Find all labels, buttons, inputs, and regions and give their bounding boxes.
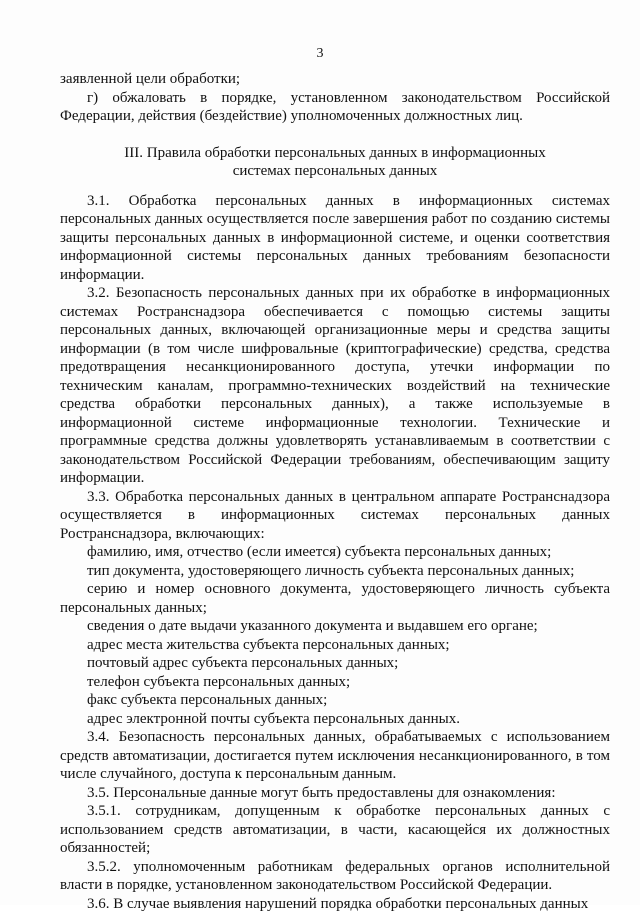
- list-item: тип документа, удостоверяющего личность субъекта персональных данных;: [60, 562, 610, 581]
- paragraph-3-5-1: 3.5.1. сотрудникам, допущенным к обработке персональных данных с использованием средств автоматизации, в части, касающейся их должностных обязанностей;: [60, 802, 610, 858]
- paragraph-continuation: заявленной цели обработки;: [60, 70, 610, 89]
- document-body: [60, 70, 610, 913]
- list-item: фамилию, имя, отчество (если имеется) субъекта персональных данных;: [60, 543, 610, 562]
- page-number: 3: [0, 45, 640, 64]
- paragraph-3-4: 3.4. Безопасность персональных данных, обрабатываемых с использованием средств автоматизации, достигается путем исключения несанкционированного, в том числе случайного, доступа к персональным данным.: [60, 728, 610, 784]
- list-item: адрес электронной почты субъекта персональных данных.: [60, 710, 610, 729]
- paragraph-3-3: 3.3. Обработка персональных данных в центральном аппарате Ространснадзора осуществляется в информационных системах персональных данных Ространснадзора, включающих:: [60, 488, 610, 544]
- paragraph-3-5: 3.5. Персональные данные могут быть предоставлены для ознакомления:: [60, 784, 610, 803]
- list-item: серию и номер основного документа, удостоверяющего личность субъекта персональных данных;: [60, 580, 610, 617]
- section-heading-line2: системах персональных данных: [60, 162, 610, 180]
- section-heading-line1: III. Правила обработки персональных данных в информационных: [60, 144, 610, 162]
- paragraph-3-6: 3.6. В случае выявления нарушений порядка обработки персональных данных: [60, 895, 610, 913]
- list-item: телефон субъекта персональных данных;: [60, 673, 610, 692]
- list-item: факс субъекта персональных данных;: [60, 691, 610, 710]
- list-item: почтовый адрес субъекта персональных данных;: [60, 654, 610, 673]
- paragraph-3-2: 3.2. Безопасность персональных данных при их обработке в информационных системах Ространснадзора обеспечивается с помощью системы защиты персональных данных, включающей организационные меры и средства защиты информации (в том числе шифровальные (криптографические) средства, средства предотвращения несанкционированного доступа, утечки информации по техническим каналам, программно-технических воздействий на технические средства обработки персональных данных), а также используемые в информационной системе информационные технологии. Технические и программные средства должны удовлетворять устанавливаемым в соответствии с законодательством Российской Федерации требованиям, обеспечивающим защиту информации.: [60, 284, 610, 488]
- list-item: адрес места жительства субъекта персональных данных;: [60, 636, 610, 655]
- paragraph-3-1: 3.1. Обработка персональных данных в информационных системах персональных данных осуществляется после завершения работ по созданию системы защиты персональных данных в информационной системе, и оценки соответствия информационной системы персональных данных требованиям безопасности информации.: [60, 192, 610, 285]
- section-heading: [60, 144, 610, 180]
- paragraph-3-5-2: 3.5.2. уполномоченным работникам федеральных органов исполнительной власти в порядке, установленном законодательством Российской Федерации.: [60, 858, 610, 895]
- paragraph-item-g: г) обжаловать в порядке, установленном законодательством Российской Федерации, действия (бездействие) уполномоченных должностных лиц.: [60, 89, 610, 126]
- list-item: сведения о дате выдачи указанного документа и выдавшем его органе;: [60, 617, 610, 636]
